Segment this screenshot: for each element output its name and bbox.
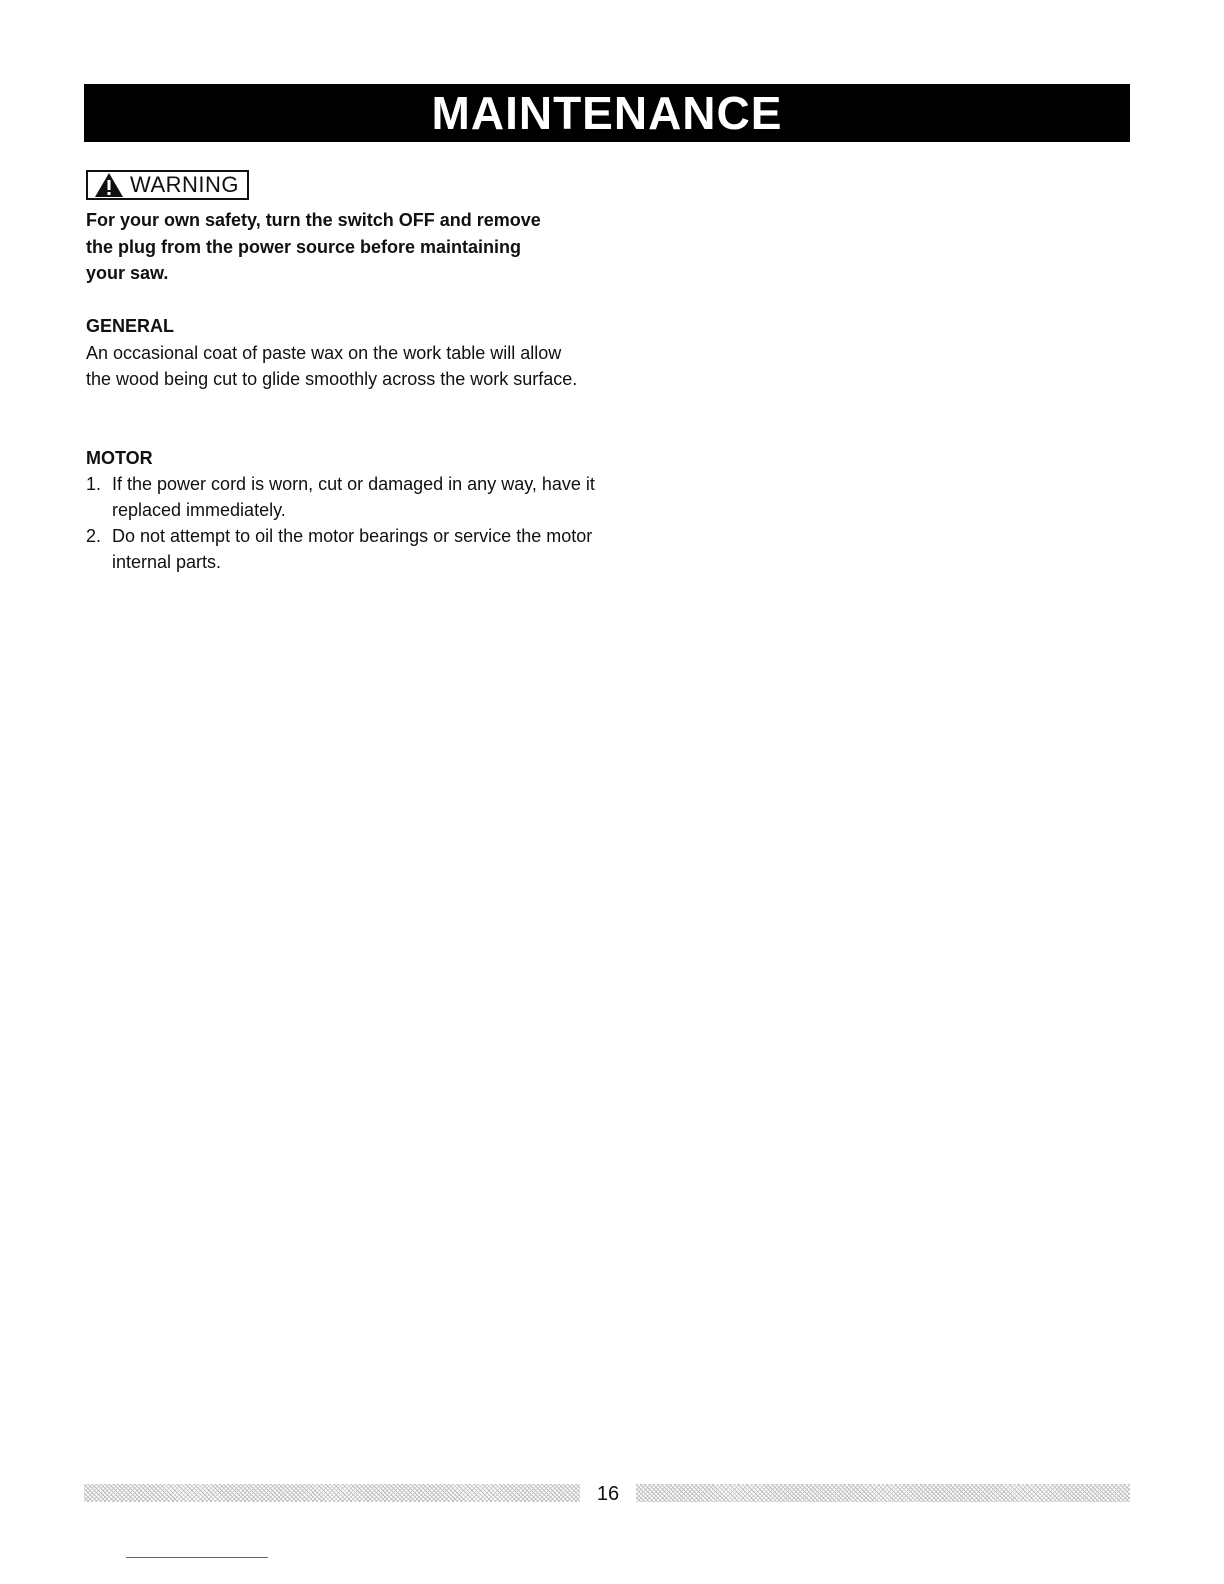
warning-triangle-icon [94, 172, 124, 198]
list-item-text: Do not attempt to oil the motor bearings or service the motor internal parts. [112, 526, 593, 572]
general-paragraph: An occasional coat of paste wax on the work table will allow the wood being cut to glide smoothly across the work surface. [86, 343, 578, 389]
warning-label: WARNING [130, 172, 240, 197]
warning-label-box [86, 170, 249, 200]
list-item-number: 1. [86, 474, 102, 494]
list-item [86, 471, 596, 523]
list-item-text: If the power cord is worn, cut or damaged in any way, have it replaced immediately. [112, 474, 595, 520]
warning-message: For your own safety, turn the switch OFF and remove the plug from the power source before maintaining your saw. [86, 210, 541, 283]
page-title: MAINTENANCE [431, 87, 783, 139]
section-heading-motor: MOTOR [86, 448, 153, 468]
section-heading-general: GENERAL [86, 316, 175, 336]
footer-pattern-left [84, 1484, 580, 1502]
page-number: 16 [596, 1483, 620, 1505]
bottom-divider-line [126, 1557, 268, 1558]
list-item [86, 523, 596, 575]
motor-list [86, 471, 596, 575]
footer-pattern-right [636, 1484, 1130, 1502]
list-item-number: 2. [86, 526, 102, 546]
page-title-bar [84, 84, 1130, 142]
